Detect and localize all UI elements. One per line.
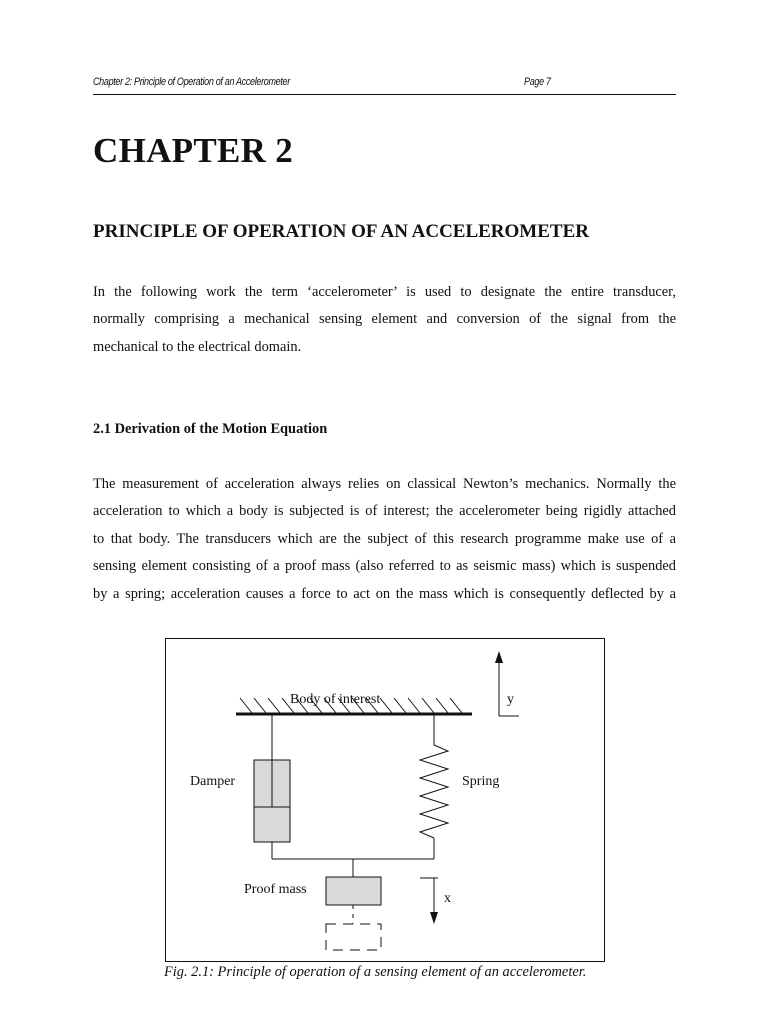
body-paragraph xyxy=(93,471,676,608)
mass-spring-damper-diagram xyxy=(166,639,606,963)
figure-caption: Fig. 2.1: Principle of operation of a sensing element of an accelerometer. xyxy=(164,964,587,980)
spring-label: Spring xyxy=(462,774,500,789)
damper-label: Damper xyxy=(190,774,236,789)
chapter-title: PRINCIPLE OF OPERATION OF AN ACCELEROMETER xyxy=(93,221,589,242)
figure-frame xyxy=(165,638,605,962)
body-line: sensing element consisting of a proof mass (also referred to as seismic mass) which is suspended xyxy=(93,558,676,575)
page-number: Page 7 xyxy=(524,76,551,88)
proof-mass xyxy=(326,877,381,905)
body-line: by a spring; acceleration causes a force to act on the mass which is consequently deflected by a xyxy=(93,585,676,602)
intro-paragraph xyxy=(93,279,676,361)
proof-mass-label: Proof mass xyxy=(244,882,307,897)
intro-line: mechanical to the electrical domain. xyxy=(93,338,302,355)
running-header-title: Chapter 2: Principle of Operation of an Accelerometer xyxy=(93,76,290,88)
deflected-mass-outline xyxy=(326,905,381,950)
chapter-heading: CHAPTER 2 xyxy=(93,131,294,170)
x-arrow xyxy=(420,878,438,924)
body-line: to that body. The transducers which are the subject of this research programme make use of a xyxy=(93,530,676,547)
running-header xyxy=(93,74,676,95)
spring xyxy=(420,714,448,859)
subsection-heading: 2.1 Derivation of the Motion Equation xyxy=(93,421,328,437)
intro-line: In the following work the term ‘accelerometer’ is used to designate the entire transducer, xyxy=(93,284,676,300)
body-line: The measurement of acceleration always relies on classical Newton’s mechanics. Normally the xyxy=(93,476,676,492)
y-axis-label: y xyxy=(507,692,514,707)
body-line: acceleration to which a body is subjected is of interest; the accelerometer being rigidly attached xyxy=(93,503,676,520)
intro-line: normally comprising a mechanical sensing element and conversion of the signal from the xyxy=(93,311,676,328)
body-label: Body of interest xyxy=(290,692,381,707)
x-axis-label: x xyxy=(444,891,451,906)
damper xyxy=(254,714,290,859)
